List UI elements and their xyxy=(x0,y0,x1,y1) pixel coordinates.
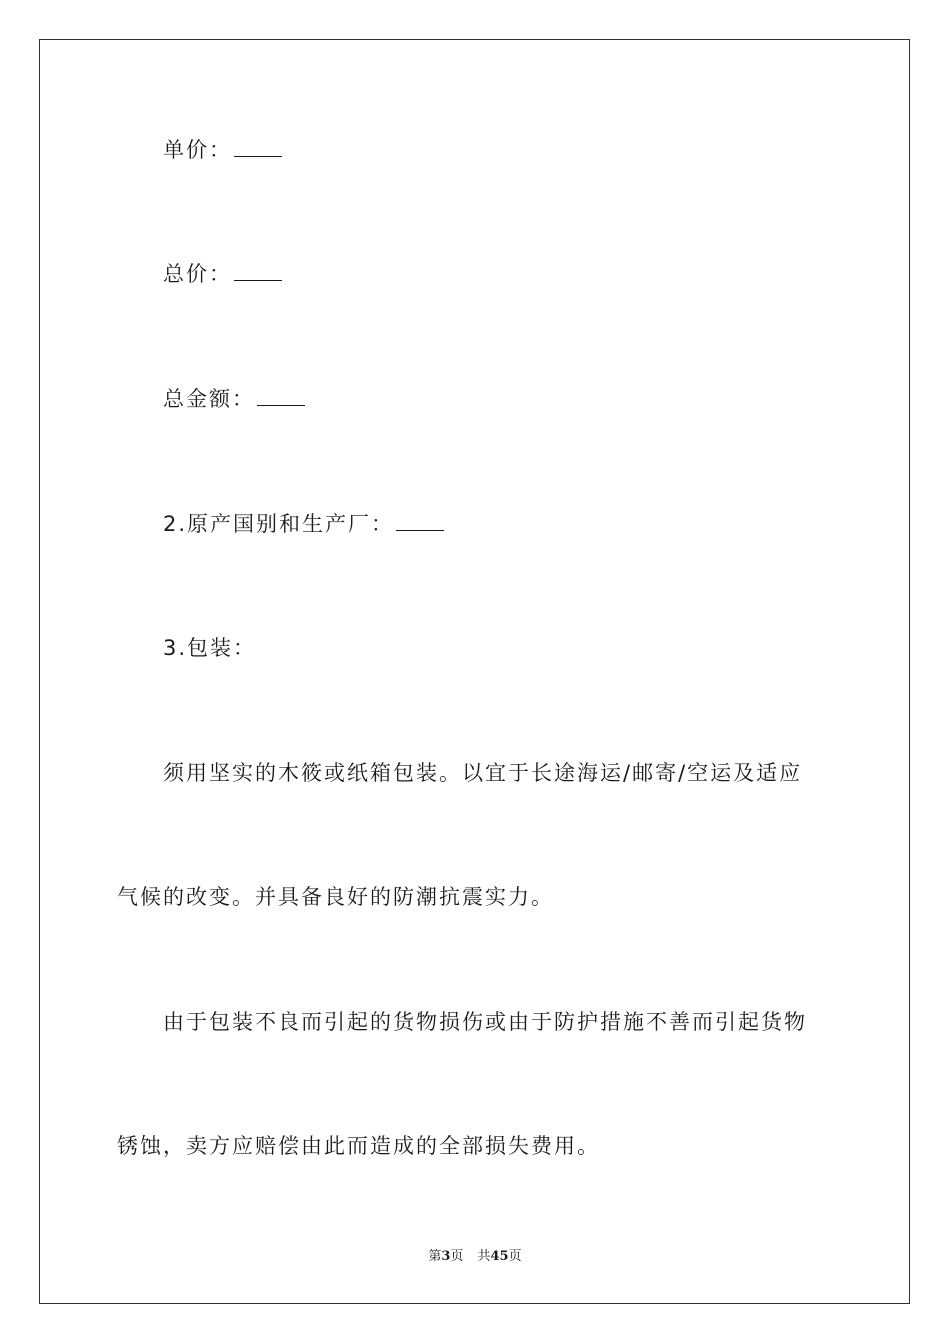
total-suffix: 页 xyxy=(508,1249,522,1264)
page-footer xyxy=(0,1248,950,1266)
origin-manufacturer-label: 2.原产国别和生产厂： xyxy=(163,512,395,536)
paragraph-line: 由于包装不良而引起的货物损伤或由于防护措施不善而引起货物 xyxy=(163,1010,807,1034)
paragraph-line: 气候的改变。并具备良好的防潮抗震实力。 xyxy=(117,885,554,909)
total-price-line xyxy=(163,260,282,288)
total-pages: 45 xyxy=(490,1249,509,1264)
unit-price-label: 单价： xyxy=(163,138,232,162)
unit-price-line xyxy=(163,136,282,164)
paragraph-line: 锈蚀，卖方应赔偿由此而造成的全部损失费用。 xyxy=(117,1134,600,1158)
total-prefix: 共 xyxy=(477,1249,491,1264)
page-prefix: 第 xyxy=(428,1249,442,1264)
unit-price-blank xyxy=(234,138,282,157)
page-number: 3 xyxy=(441,1249,451,1264)
origin-manufacturer-line xyxy=(163,510,444,538)
total-price-blank xyxy=(234,262,282,281)
total-amount-blank xyxy=(257,387,305,406)
paragraph-line: 须用坚实的木筱或纸箱包装。以宜于长途海运/邮寄/空运及适应 xyxy=(163,761,803,785)
page-suffix: 页 xyxy=(450,1249,464,1264)
total-amount-line xyxy=(163,385,305,413)
origin-manufacturer-blank xyxy=(396,512,444,531)
packing-heading xyxy=(163,634,256,662)
total-price-label: 总价： xyxy=(163,262,232,286)
total-amount-label: 总金额： xyxy=(163,387,255,411)
page-frame xyxy=(39,39,910,1304)
packing-label: 3.包装： xyxy=(163,636,257,660)
